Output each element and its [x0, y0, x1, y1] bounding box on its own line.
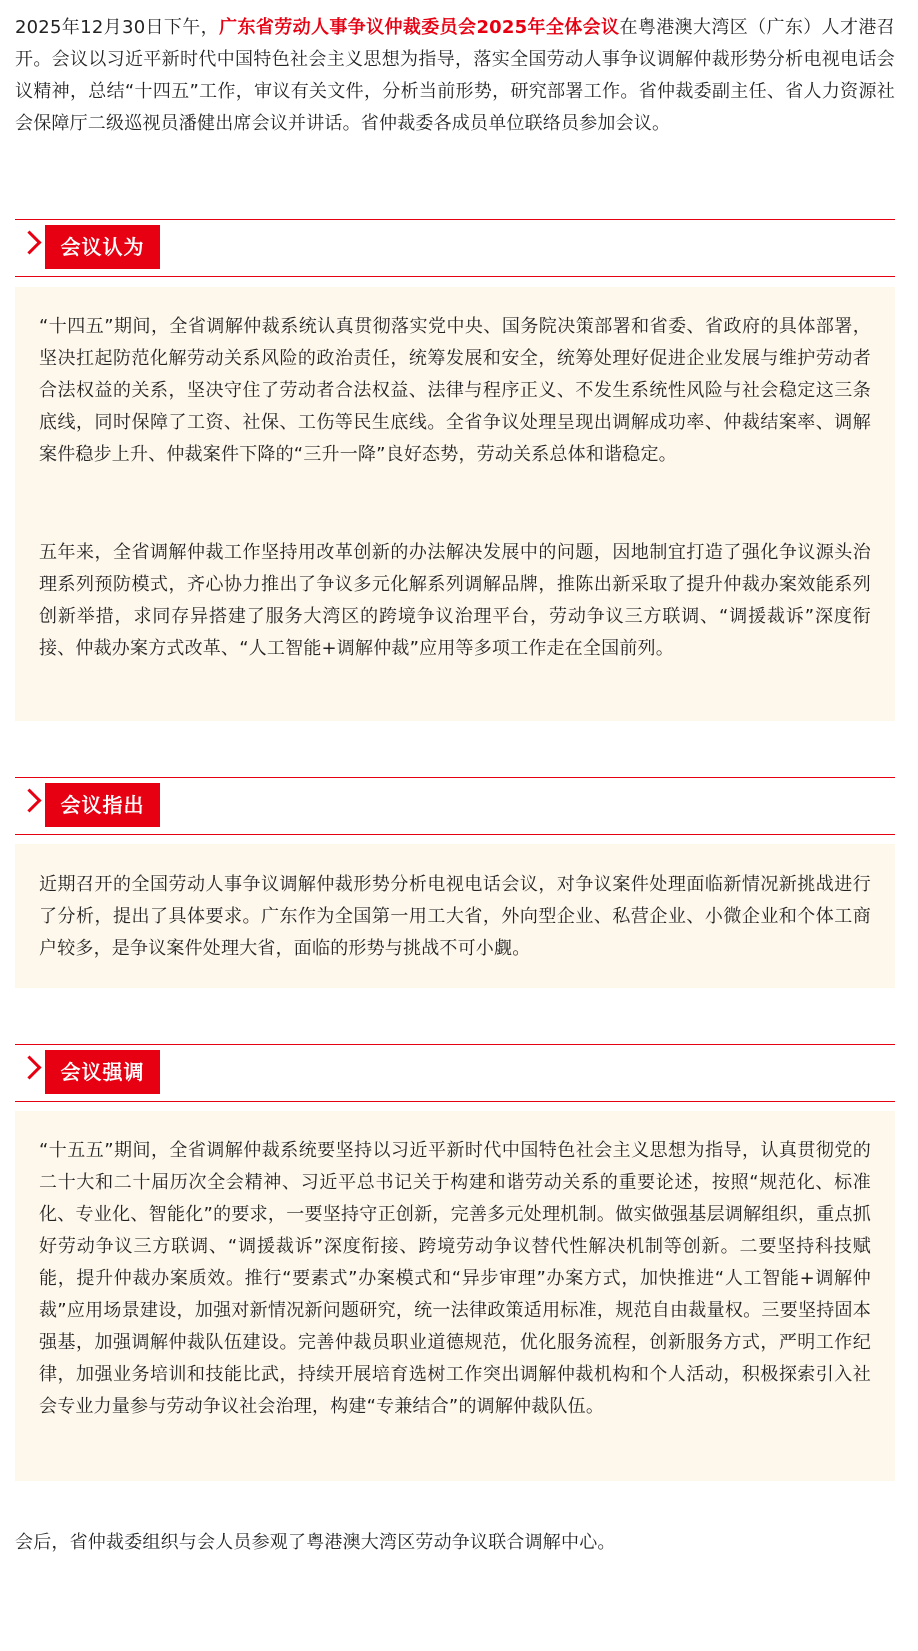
intro-body: 在粤港澳大湾区（广东）人才港召开。会议以习近平新时代中国特色社会主义思想为指导，落实全国劳动人事争议调解仲裁形势分析电视电话会议精神，总结“十四五”工作，审议有关文件，分析当前形势，研究部署工作。省仲裁委副主任、省人力资源社会保障厅二级巡视员潘健出席会议并讲话。省仲裁委各成员单位联络员参加会议。: [15, 17, 895, 134]
chevron-right-icon: [17, 1055, 41, 1079]
closing-paragraph: 会后，省仲裁委组织与会人员参观了粤港澳大湾区劳动争议联合调解中心。: [15, 1532, 616, 1553]
section-title-3: 会议强调: [45, 1050, 160, 1094]
section-box-1: [15, 287, 895, 721]
section-header-2: [15, 777, 895, 835]
chevron-right-icon: [17, 788, 41, 812]
section-1-paragraph-2: 五年来，全省调解仲裁工作坚持用改革创新的办法解决发展中的问题，因地制宜打造了强化争议源头治理系列预防模式，齐心协力推出了争议多元化解系列调解品牌，推陈出新采取了提升仲裁办案效能系列创新举措，求同存异搭建了服务大湾区的跨境争议治理平台，劳动争议三方联调、“调援裁诉”深度衔接、仲裁办案方式改革、“人工智能+调解仲裁”应用等多项工作走在全国前列。: [39, 542, 871, 659]
section-header-1: [15, 219, 895, 277]
section-1-paragraph-1: “十四五”期间，全省调解仲裁系统认真贯彻落实党中央、国务院决策部署和省委、省政府的具体部署，坚决扛起防范化解劳动关系风险的政治责任，统筹发展和安全，统筹处理好促进企业发展与维护劳动者合法权益的关系，坚决守住了劳动者合法权益、法律与程序正义、不发生系统性风险与社会稳定这三条底线，同时保障了工资、社保、工伤等民生底线。全省争议处理呈现出调解成功率、仲裁结案率、调解案件稳步上升、仲裁案件下降的“三升一降”良好态势，劳动关系总体和谐稳定。: [39, 316, 871, 465]
intro-paragraph: [15, 12, 895, 140]
intro-prefix: 2025年12月30日下午，: [15, 17, 220, 38]
section-title-1: 会议认为: [45, 225, 160, 269]
chevron-right-icon: [17, 230, 41, 254]
section-header-3: [15, 1044, 895, 1102]
section-title-2: 会议指出: [45, 783, 160, 827]
section-3-paragraph-1: “十五五”期间，全省调解仲裁系统要坚持以习近平新时代中国特色社会主义思想为指导，认真贯彻党的二十大和二十届历次全会精神、习近平总书记关于构建和谐劳动关系的重要论述，按照“规范化、标准化、专业化、智能化”的要求，一要坚持守正创新，完善多元处理机制。做实做强基层调解组织，重点抓好劳动争议三方联调、“调援裁诉”深度衔接、跨境劳动争议替代性解决机制等创新。二要坚持科技赋能，提升仲裁办案质效。推行“要素式”办案模式和“异步审理”办案方式，加快推进“人工智能+调解仲裁”应用场景建设，加强对新情况新问题研究，统一法律政策适用标准，规范自由裁量权。三要坚持固本强基，加强调解仲裁队伍建设。完善仲裁员职业道德规范，优化服务流程，创新服务方式，严明工作纪律，加强业务培训和技能比武，持续开展培育选树工作突出调解仲裁机构和个人活动，积极探索引入社会专业力量参与劳动争议社会治理，构建“专兼结合”的调解仲裁队伍。: [39, 1140, 871, 1417]
section-2-paragraph-1: 近期召开的全国劳动人事争议调解仲裁形势分析电视电话会议，对争议案件处理面临新情况新挑战进行了分析，提出了具体要求。广东作为全国第一用工大省，外向型企业、私营企业、小微企业和个体工商户较多，是争议案件处理大省，面临的形势与挑战不可小觑。: [39, 874, 871, 959]
meeting-title-highlight: 广东省劳动人事争议仲裁委员会2025年全体会议: [219, 17, 620, 38]
section-box-2: [15, 844, 895, 988]
section-box-3: [15, 1111, 895, 1481]
